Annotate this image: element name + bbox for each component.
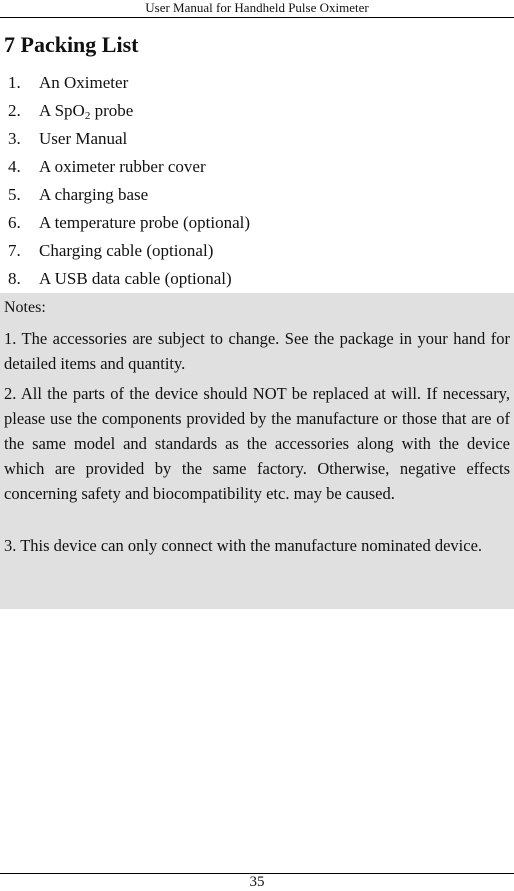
list-item-text: Charging cable (optional) [39,241,214,260]
list-item-number: 4. [8,157,21,176]
list-item-text: An Oximeter [39,73,129,92]
list-item-number: 1. [8,73,21,92]
list-item-text-part: probe [90,101,134,120]
note-paragraph: 1. The accessories are subject to change. See the package in your hand for detailed items and quantity. [4,329,510,373]
list-item-text: A charging base [39,185,149,204]
list-item-text: A temperature probe (optional) [39,213,251,232]
running-header: User Manual for Handheld Pulse Oximeter [145,0,369,15]
list-item-text: User Manual [39,129,128,148]
list-item-text [39,98,133,124]
note-paragraph: 2. All the parts of the device should NOT be replaced at will. If necessary, please use the components provided by the manufacture or those that are of the same model and standards as the accessories along with the device which are provided by the same factory. Otherwise, negative effects concerning safety and biocompatibility etc. may be caused. [4,384,510,503]
list-item-number: 5. [8,185,21,204]
list-item-text: A oximeter rubber cover [39,157,206,176]
list-item-number: 3. [8,129,21,148]
notes-box [0,293,514,609]
list-item-text: A USB data cable (optional) [39,269,232,288]
list-item-number: 6. [8,213,21,232]
notes-title: Notes: [4,299,46,316]
header-divider [0,17,514,18]
note-paragraph: 3. This device can only connect with the manufacture nominated device. [4,536,483,555]
subscript-text: 2 [84,110,91,122]
section-title: 7 Packing List [4,32,139,57]
list-item-number: 2. [8,101,21,120]
list-item-number: 7. [8,241,21,260]
list-item-number: 8. [8,269,21,288]
list-item-text-part: A SpO [39,101,85,120]
page-number: 35 [249,874,265,890]
